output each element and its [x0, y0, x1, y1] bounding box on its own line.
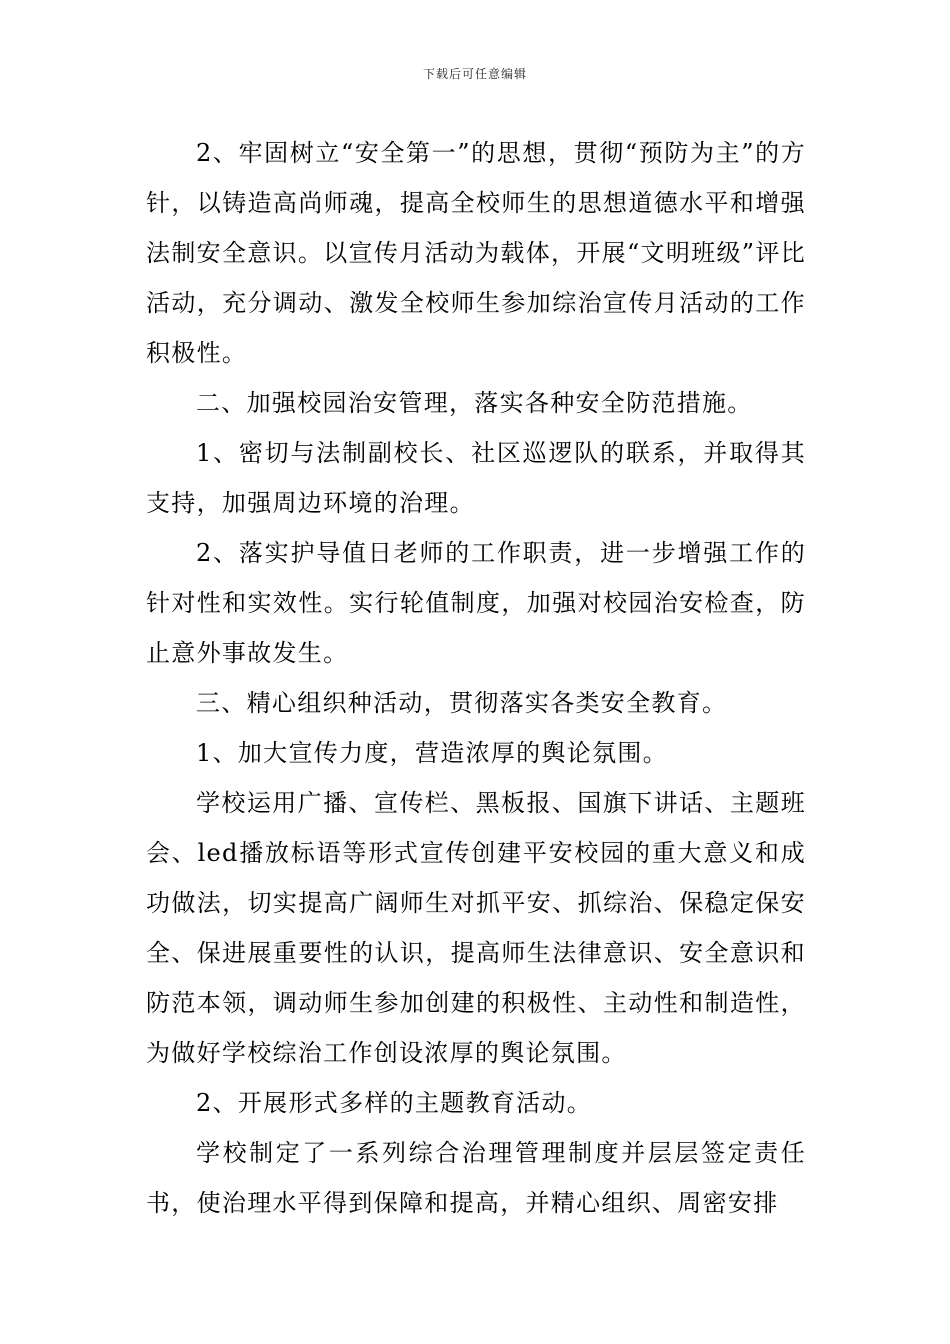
paragraph-3-2-body: 学校制定了一系列综合治理管理制度并层层签定责任书，使治理水平得到保障和提高，并精心组织、周密安排 [146, 1139, 806, 1217]
paragraph-3-1-body: 学校运用广播、宣传栏、黑板报、国旗下讲话、主题班会、led播放标语等形式宣传创建平安校园的重大意义和成功做法，切实提高广阔师生对抓平安、抓综治、保稳定保安全、保进展重要性的认识，提高师生法律意识、安全意识和防范本领，调动师生参加创建的积极性、主动性和制造性，为做好学校综治工作创设浓厚的舆论氛围。 [146, 789, 806, 1067]
section-heading-3: 三、精心组织种活动，贯彻落实各类安全教育。 [196, 689, 728, 717]
paragraph-2-2: 2、落实护导值日老师的工作职责，进一步增强工作的针对性和实效性。实行轮值制度，加强对校园治安检查，防止意外事故发生。 [146, 539, 806, 667]
paragraph-2-1: 1、密切与法制副校长、社区巡逻队的联系，并取得其支持，加强周边环境的治理。 [146, 439, 806, 517]
document-body [146, 128, 806, 1228]
section-heading-2: 二、加强校园治安管理，落实各种安全防范措施。 [196, 389, 753, 417]
paragraph-3-2-title: 2、开展形式多样的主题教育活动。 [196, 1089, 593, 1117]
paragraph-1: 2、牢固树立“安全第一”的思想，贯彻“预防为主”的方针，以铸造高尚师魂，提高全校师生的思想道德水平和增强法制安全意识。以宣传月活动为载体，开展“文明班级”评比活动，充分调动、激发全校师生参加综治宣传月活动的工作积极性。 [146, 139, 806, 367]
page-header: 下载后可任意编辑 [422, 67, 527, 81]
paragraph-3-1-title: 1、加大宣传力度，营造浓厚的舆论氛围。 [196, 739, 668, 767]
